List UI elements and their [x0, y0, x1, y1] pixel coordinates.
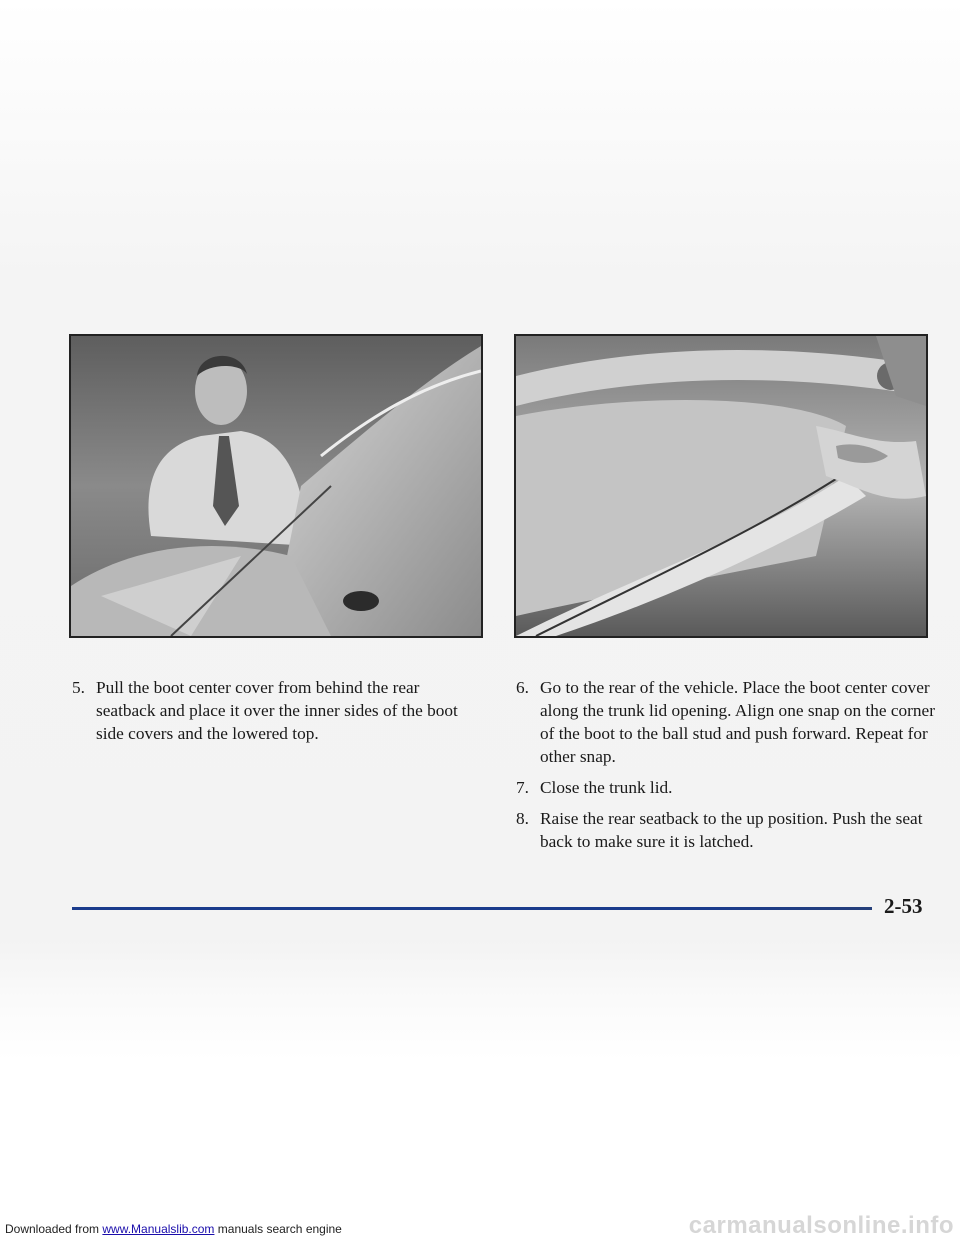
step-number: 6. [516, 678, 529, 697]
instructions-left-column [72, 676, 482, 753]
step-number: 8. [516, 809, 529, 828]
instruction-step [516, 776, 936, 799]
instruction-step [516, 676, 936, 768]
step-text: Raise the rear seatback to the up position. Push the seat back to make sure it is latched. [540, 809, 923, 851]
step-text: Pull the boot center cover from behind the rear seatback and place it over the inner sides of the boot side covers and the lowered top. [96, 678, 458, 743]
footer-suffix: manuals search engine [214, 1222, 342, 1236]
manualslib-link[interactable]: www.Manualslib.com [102, 1222, 215, 1236]
step-text: Close the trunk lid. [540, 778, 673, 797]
step-text: Go to the rear of the vehicle. Place the boot center cover along the trunk lid opening. Align one snap on the corner of the boot to the ball stud and push forward. Repeat for other snap. [540, 678, 935, 766]
illustration-boot-cover-snap [514, 334, 928, 638]
footer-prefix: Downloaded from [5, 1222, 103, 1236]
instruction-step [516, 807, 936, 853]
watermark: carmanualsonline.info [688, 1212, 954, 1239]
step-number: 7. [516, 778, 529, 797]
instruction-step [72, 676, 482, 745]
instructions-right-column [516, 676, 936, 861]
footer-rule [72, 907, 872, 910]
step-number: 5. [72, 678, 85, 697]
illustration-man-placing-boot-cover [69, 334, 483, 638]
download-footer [5, 1222, 342, 1236]
page-number: 2-53 [884, 894, 923, 918]
